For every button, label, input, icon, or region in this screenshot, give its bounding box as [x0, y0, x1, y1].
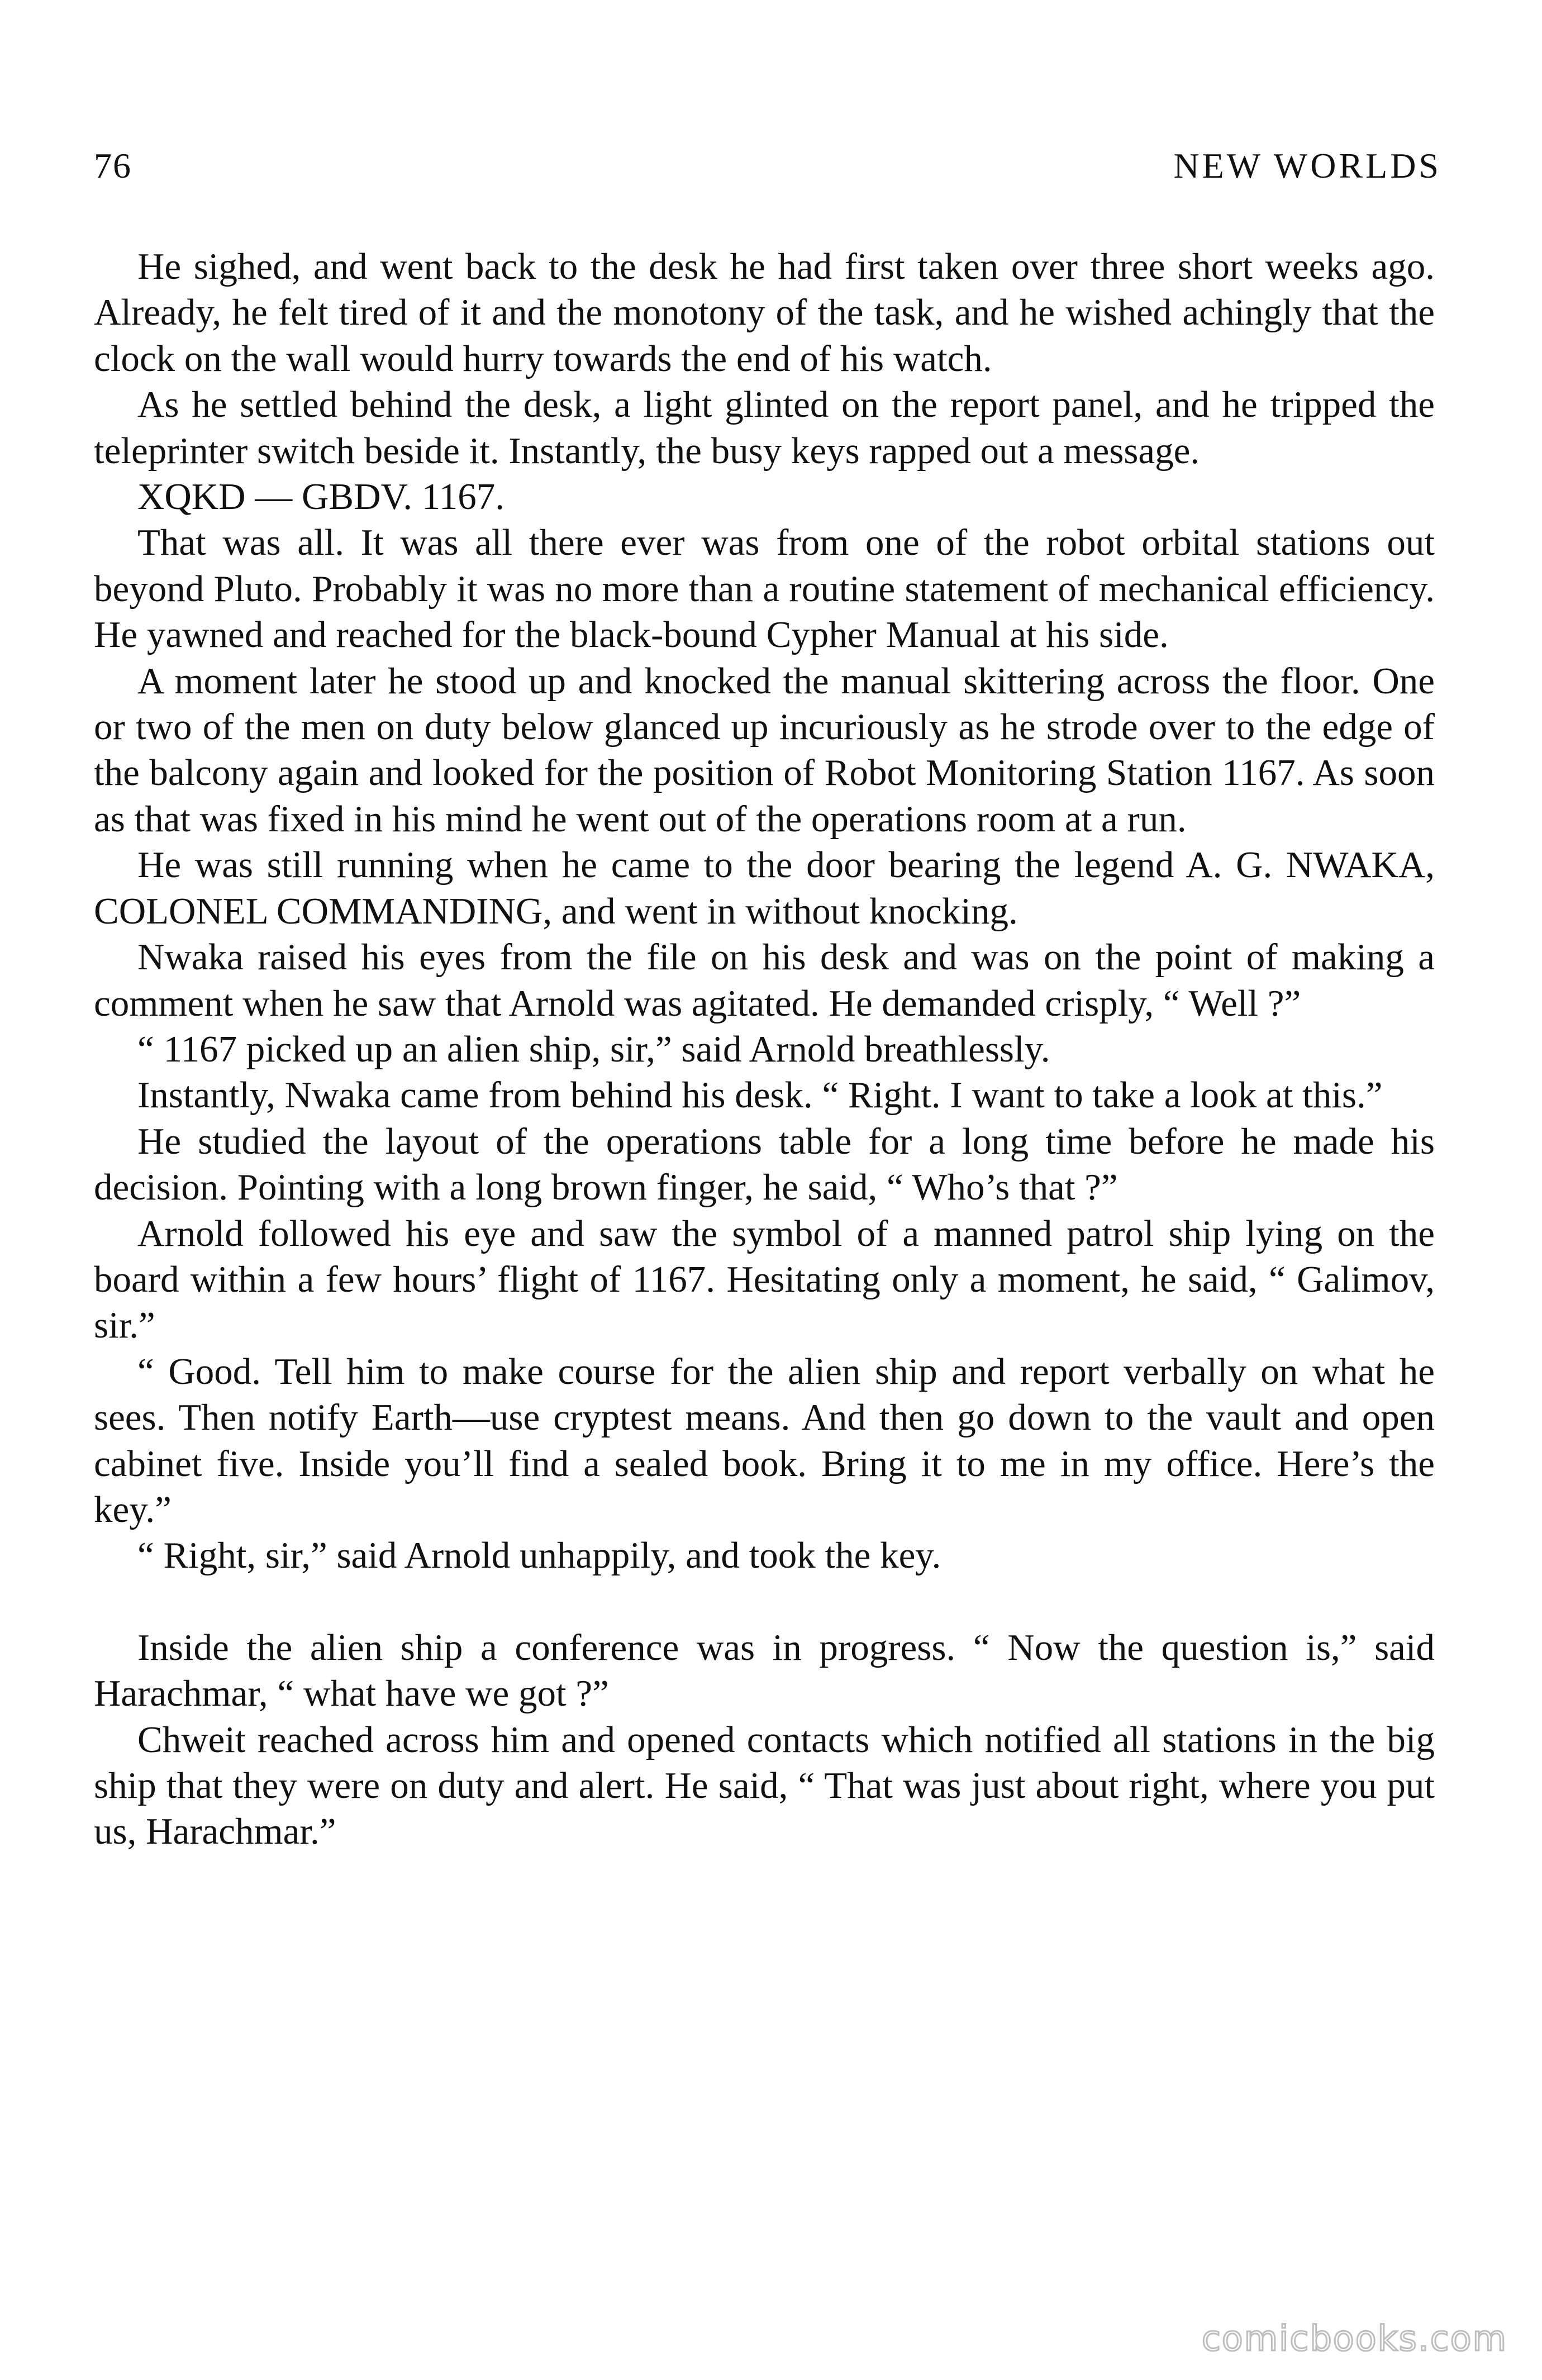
paragraph: Instantly, Nwaka came from behind his desk. “ Right. I want to take a look at this.”	[137, 1074, 1383, 1116]
page-header	[94, 145, 1441, 212]
paragraph: He sighed, and went back to the desk he had first taken over three short weeks ago. Already, he felt tired of it and the monotony of the task, and he wished achingly that the clock on the wall would hurry towards the end of his watch.	[94, 246, 1435, 379]
paragraph: That was all. It was all there ever was from one of the robot orbital stations out beyond Pluto. Probably it was no more than a routine statement of mechanical efficiency. He yawned and reached for the black-bound Cypher Manual at his side.	[94, 522, 1435, 656]
running-title: NEW WORLDS	[1173, 146, 1441, 185]
book-page	[94, 145, 1441, 1855]
paragraph: A moment later he stood up and knocked the manual skittering across the floor. One or two of the men on duty below glanced up incuriously as he strode over to the edge of the balcony again and looked for the position of Robot Monitoring Station 1167. As soon as that was fixed in his mind he went out of the operations room at a run.	[94, 660, 1435, 840]
paragraph: Arnold followed his eye and saw the symbol of a manned patrol ship lying on the board within a few hours’ flight of 1167. Hesitating only a moment, he said, “ Galimov, sir.”	[94, 1212, 1435, 1346]
paragraph: Nwaka raised his eyes from the file on his desk and was on the point of making a comment when he saw that Arnold was agitated. He demanded crisply, “ Well ?”	[94, 936, 1435, 1024]
paragraph: He studied the layout of the operations table for a long time before he made his decision. Pointing with a long brown finger, he said, “ Who’s that ?”	[94, 1120, 1435, 1208]
teleprinter-message: XQKD — GBDV. 1167.	[137, 476, 505, 518]
paragraph: As he settled behind the desk, a light glinted on the report panel, and he tripped the teleprinter switch beside it. Instantly, the busy keys rapped out a message.	[94, 384, 1435, 472]
paragraph: “ 1167 picked up an alien ship, sir,” said Arnold breathlessly.	[137, 1028, 1050, 1070]
page-number: 76	[94, 146, 132, 185]
paragraph: Inside the alien ship a conference was in progress. “ Now the question is,” said Harachmar, “ what have we got ?”	[94, 1626, 1435, 1715]
paragraph: He was still running when he came to the door bearing the legend A. G. NWAKA, COLONEL COMMANDING, and went in without knocking.	[94, 844, 1435, 932]
body-text	[94, 244, 1435, 1855]
paragraph: Chweit reached across him and opened contacts which notified all stations in the big ship that they were on duty and alert. He said, “ That was just about right, where you put us, Harachmar.”	[94, 1719, 1435, 1853]
section-break	[94, 1579, 1435, 1625]
site-watermark: comicbooks.com	[1201, 2318, 1507, 2359]
paragraph: “ Right, sir,” said Arnold unhappily, and took the key.	[137, 1535, 941, 1577]
paragraph: “ Good. Tell him to make course for the alien ship and report verbally on what he sees. Then notify Earth—use cryptest means. And then go down to the vault and open cabinet five. Inside you’ll find a sealed book. Bring it to me in my office. Here’s the key.”	[94, 1350, 1435, 1530]
